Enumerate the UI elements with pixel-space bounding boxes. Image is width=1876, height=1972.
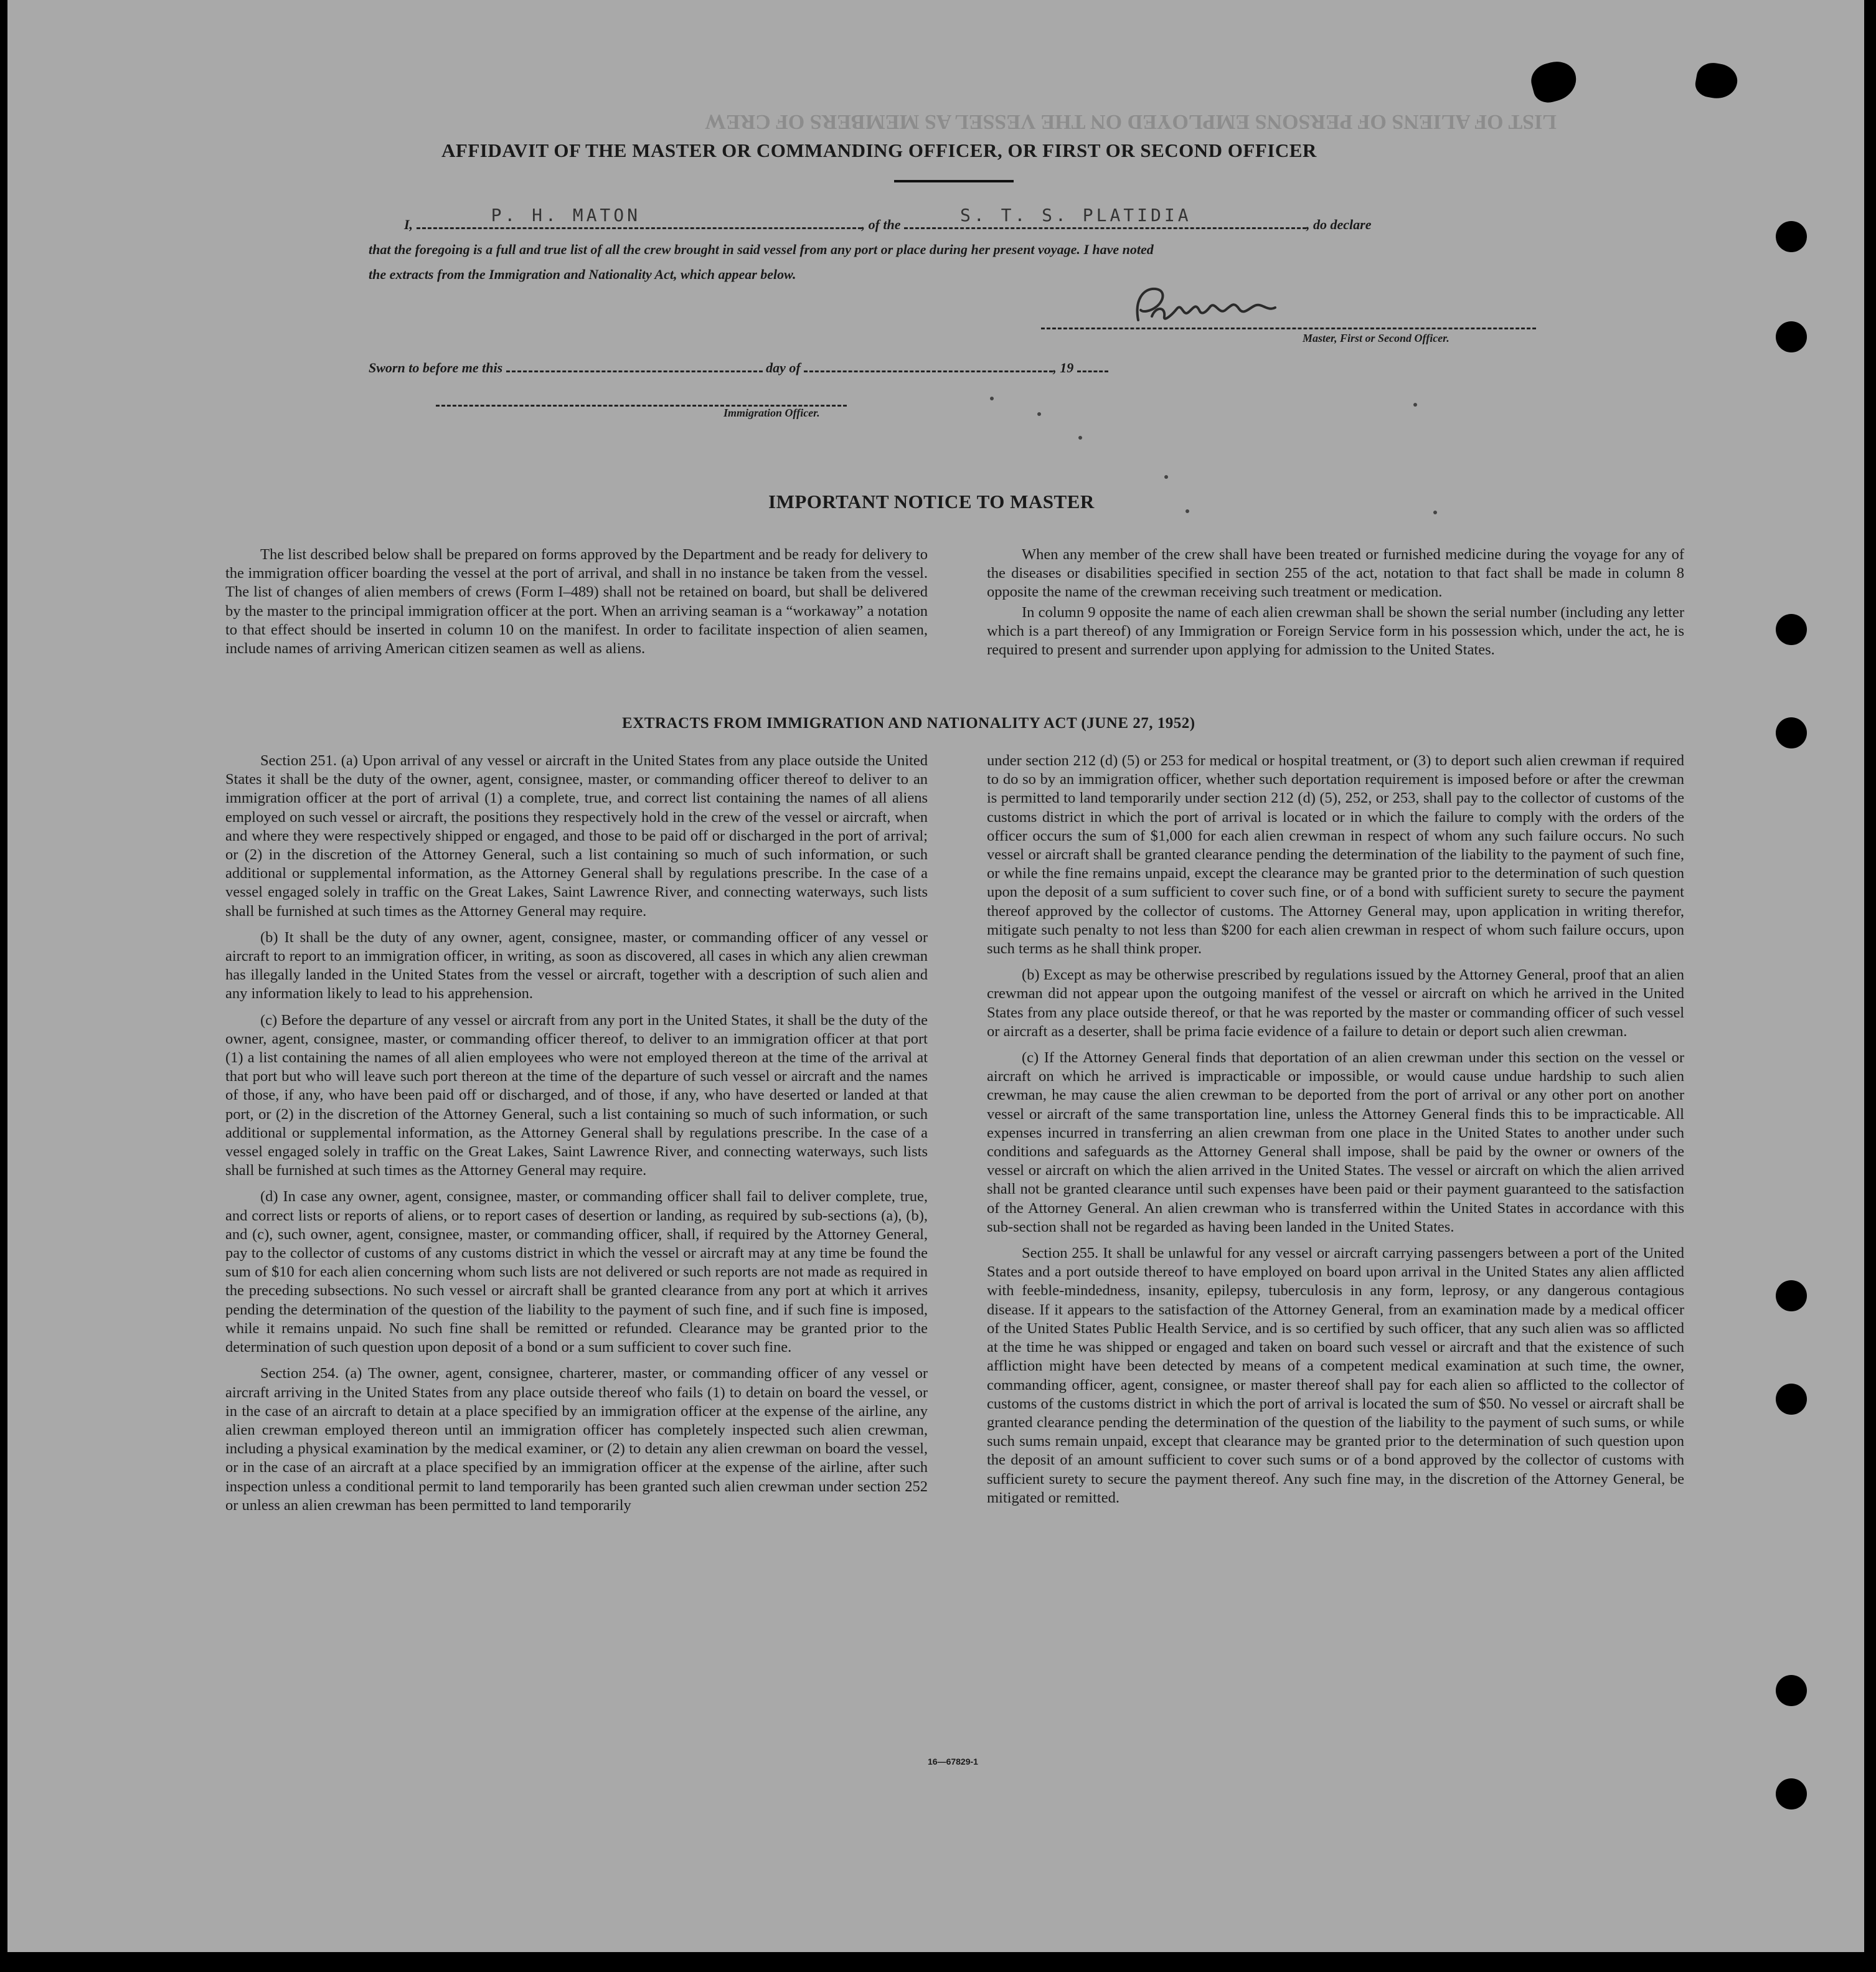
section-254a: Section 254. (a) The owner, agent, consignee, charterer, master, or commanding officer of any vessel or aircraft arriving in the United States from any place outside thereof who fails (1) to detain on board the vessel, or in the case of an aircraft to detain at a place specified by an immigration officer at the expense of the airline, any alien crewman employed thereon until an immigration officer has completely inspected such alien crewman, including a physical examination by the medical examiner, or (2) to detain any alien crewman on board the vessel, or in the case of an aircraft at a place specified by an immigration officer at the expense of the airline, after such inspection unless a conditional permit to land temporarily has been granted such alien crewman under section 252 or unless an alien crewman has been permitted to land temporarily: [225, 1365, 928, 1514]
form-number: 16—67829-1: [928, 1757, 978, 1767]
section-251a: Section 251. (a) Upon arrival of any vessel or aircraft in the United States from any place outside the United States it shall be the duty of the owner, agent, consignee, master, or commanding officer thereof to deliver to an immigration officer at the port of arrival (1) a complete, true, and correct list containing the names of all aliens employed on such vessel or aircraft, the positions they respectively hold in the crew of the vessel or aircraft, when and where they were respectively shipped or engaged, and those to be paid off or discharged in the port of arrival; or (2) in the discretion of the Attorney General, such a list containing so much of such information, or such additional or supplemental information, as the Attorney General shall by regulations prescribe. In the case of a vessel engaged solely in traffic on the Great Lakes, Saint Lawrence River, and connecting waterways, such lists shall be furnished at such times as the Attorney General may require.: [225, 752, 928, 920]
ink-blot-2: [1694, 60, 1740, 102]
sworn-day-field[interactable]: [506, 357, 763, 372]
immigration-officer-line[interactable]: [436, 391, 847, 407]
section-254b: (b) Except as may be otherwise prescribed by regulations issued by the Attorney General, proof that an alien crewman did not appear upon the outgoing manifest of the vessel or aircraft on which he arrived in the United States from any place outside thereof, or that he was reported by the master or commanding officer of such vessel or aircraft as a deserter, shall be prima facie evidence of a failure to detain or deport such alien crewman.: [987, 966, 1684, 1040]
year-label: , 19: [1053, 360, 1074, 375]
document-sheet: [7, 0, 1864, 1952]
section-251d: (d) In case any owner, agent, consignee, master, or commanding officer shall fail to deliver complete, true, and correct lists or reports of aliens, or to report cases of desertion or landing, as required by sub-sections (a), (b), and (c), such owner, agent, consignee, master, or commanding officer, shall, if required by the Attorney General, pay to the collector of customs of any customs district in which the vessel or aircraft may at any time be found the sum of $10 for each alien concerning whom such lists are not delivered or such reports are not made as required in the preceding subsections. No such vessel or aircraft shall be granted clearance from any port at which it arrives pending the determination of the question of the liability to the payment of such fine, and if such fine is imposed, while it remains unpaid. No such fine shall be remitted or refunded. Clearance may be granted prior to the determination of such question upon deposit of a bond or a sum sufficient to cover such fine.: [225, 1188, 928, 1356]
punch-hole-icon: [1776, 1675, 1807, 1706]
sworn-label: Sworn to before me this: [369, 360, 503, 375]
master-name-field[interactable]: [417, 205, 862, 229]
master-name-value: P. H. MATON: [491, 205, 641, 225]
section-251b: (b) It shall be the duty of any owner, agent, consignee, master, or commanding officer of any vessel or aircraft to report to an immigration officer, in writing, as soon as discovered, all cases in which any alien crewman has illegally landed in the United States from the vessel or aircraft, together with a description of such alien and any information likely to lead to his apprehension.: [225, 928, 928, 1003]
ink-blot-1: [1527, 57, 1581, 106]
speck: [1185, 509, 1189, 513]
punch-hole-icon: [1776, 321, 1807, 352]
sworn-year-field[interactable]: [1077, 357, 1108, 372]
day-of-label: day of: [766, 360, 801, 375]
notice-left-column: [225, 545, 928, 666]
signature-line[interactable]: [1041, 314, 1536, 329]
speck: [990, 397, 994, 400]
sworn-month-field[interactable]: [804, 357, 1053, 372]
punch-hole-icon: [1776, 717, 1807, 748]
notice-right-column: [987, 545, 1684, 667]
section-255: Section 255. It shall be unlawful for any vessel or aircraft carrying passengers between a port of the United States and a port outside thereof to have employed on board upon arrival in the United States any alien afflicted with feeble-mindedness, insanity, epilepsy, tuberculosis in any form, leprosy, or any dangerous contagious disease. If it appears to the satisfaction of the Attorney General, from an examination made by a medical officer of the United States Public Health Service, and is so certified by such officer, that any such alien was so afflicted at the time he was shipped or engaged and taken on board such vessel or aircraft and that the existence of such affliction might have been detected by means of a competent medical examination at such time, the owner, commanding officer, agent, consignee, or master thereof shall pay for each alien so afflicted to the collector of customs of the customs district in which the port of arrival is located the sum of $50. No vessel or aircraft shall be granted clearance pending the determination of the question of the liability to the payment of such sums, or while such sums remain unpaid, except that clearance may be granted prior to the determination of such question upon the deposit of an amount sufficient to cover such sums or of a bond approved by the collector of customs with sufficient surety to secure the payment thereof. Any such fine may, in the discretion of the Attorney General, be mitigated or remitted.: [987, 1245, 1684, 1506]
extracts-right-column: [987, 752, 1684, 1515]
do-declare-label: , do declare: [1306, 217, 1372, 232]
immigration-officer-caption: Immigration Officer.: [724, 407, 820, 419]
extracts-title: EXTRACTS FROM IMMIGRATION AND NATIONALITY ACT (JUNE 27, 1952): [622, 715, 1195, 732]
i-label: I,: [404, 217, 413, 232]
extracts-left-column: [225, 752, 928, 1522]
bleed-through-text: LIST OF ALIENS OF PERSONS EMPLOYED ON THE VESSEL AS MEMBERS OF CREW: [705, 110, 1557, 133]
speck: [1433, 511, 1437, 514]
punch-hole-icon: [1776, 221, 1807, 252]
sworn-line: [369, 357, 1108, 376]
punch-hole-icon: [1776, 614, 1807, 645]
notice-right-paragraph-2: In column 9 opposite the name of each alien crewman shall be shown the serial number (including any letter which is a part thereof) of any Immigration or Foreign Service form in his possession which, under the act, he is required to present and surrender upon applying for admission to the United States.: [987, 603, 1684, 659]
vessel-name-field[interactable]: [904, 205, 1306, 229]
punch-hole-icon: [1776, 1778, 1807, 1809]
notice-left-paragraph: The list described below shall be prepared on forms approved by the Department and be ready for delivery to the immigration officer boarding the vessel at the port of arrival, and shall in no instance be taken from the vessel. The list of changes of alien members of crews (Form I–489) shall not be retained on board, but shall be delivered by the master to the principal immigration officer at the port. When an arriving seaman is a “workaway” a notation to that effect should be inserted in column 10 on the manifest. In order to facilitate inspection of alien seamen, include names of arriving American citizen seamen as well as aliens.: [225, 546, 928, 658]
vessel-name-value: S. T. S. PLATIDIA: [960, 205, 1192, 225]
title-rule: [894, 180, 1014, 182]
notice-right-paragraph-1: When any member of the crew shall have been treated or furnished medicine during the voyage for any of the diseases or disabilities specified in section 255 of the act, notation to that fact shall be made in column 8 opposite the name of the crewman receiving such treatment or medication.: [987, 546, 1684, 601]
of-the-label: , of the: [861, 217, 901, 232]
notice-title: IMPORTANT NOTICE TO MASTER: [768, 491, 1095, 512]
declaration-line: [404, 205, 1372, 233]
speck: [1078, 436, 1082, 440]
statement-line-2: the extracts from the Immigration and Nationality Act, which appear below.: [369, 267, 796, 282]
punch-hole-icon: [1776, 1384, 1807, 1415]
section-251c: (c) Before the departure of any vessel or aircraft from any port in the United States, it shall be the duty of the owner, agent, consignee, master, or commanding officer thereof, to deliver to an immigration officer at that port (1) a list containing the names of all alien employees who were not employed thereon at the time of the arrival at that port but who will leave such port thereon at the time of the departure of such vessel or aircraft and the names of those, if any, who have been paid off or discharged, and of those, if any, who have deserted or landed at that port, or (2) in the discretion of the Attorney General, such a list containing so much of such information, or such additional or supplemental information, as the Attorney General shall by regulations prescribe. In the case of a vessel engaged solely in traffic on the Great Lakes, Saint Lawrence River, and connecting waterways, such lists shall be furnished at such times as the Attorney General may require.: [225, 1011, 928, 1179]
section-254a-continued: under section 212 (d) (5) or 253 for medical or hospital treatment, or (3) to deport such alien crewman if required to do so by an immigration officer, whether such deportation requirement is imposed before or after the crewman is permitted to land temporarily under section 212 (d) (5), 252, or 253, shall pay to the collector of customs of the customs district in which the port of arrival is located or in which the failure to comply with the orders of the officer occurs the sum of $1,000 for each alien crewman in respect of whom any such failure occurs. No such vessel or aircraft shall be granted clearance pending the determination of the liability to the payment of such fine, or while the fine remains unpaid, except the clearance may be granted prior to the determination of such question upon the deposit of a sum sufficient to cover such fine, or of a bond with sufficient surety to secure the payment thereof approved by the collector of customs. The Attorney General may, upon application in writing therefor, mitigate such penalty to not less than $200 for each alien crewman in respect of whom such failure occurs, upon such terms as he shall think proper.: [987, 752, 1684, 958]
section-254c: (c) If the Attorney General finds that deportation of an alien crewman under this section on the vessel or aircraft on which he arrived is impracticable or impossible, or would cause undue hardship to such alien crewman, he may cause the alien crewman to be deported from the port of arrival or any other port on another vessel or aircraft of the same transportation line, unless the Attorney General finds this to be impracticable. All expenses incurred in transferring an alien crewman from one place in the United States to another under such conditions and safeguards as the Attorney General shall impose, shall be paid by the owner or owners of the vessel or aircraft on which the alien arrived in the United States. The vessel or aircraft on which the alien arrived shall not be granted clearance until such expenses have been paid or their payment guaranteed to the satisfaction of the Attorney General. An alien crewman who is transferred within the United States in accordance with this sub-section shall not be regarded as having been landed in the United States.: [987, 1049, 1684, 1235]
punch-hole-icon: [1776, 1280, 1807, 1311]
speck: [1037, 412, 1041, 416]
affidavit-title: AFFIDAVIT OF THE MASTER OR COMMANDING OFFICER, OR FIRST OR SECOND OFFICER: [441, 139, 1317, 161]
speck: [1164, 475, 1168, 479]
speck: [1413, 403, 1417, 407]
statement-line-1: that the foregoing is a full and true list of all the crew brought in said vessel from any port or place during her present voyage. I have noted: [369, 242, 1154, 257]
signature-caption: Master, First or Second Officer.: [1303, 332, 1449, 344]
